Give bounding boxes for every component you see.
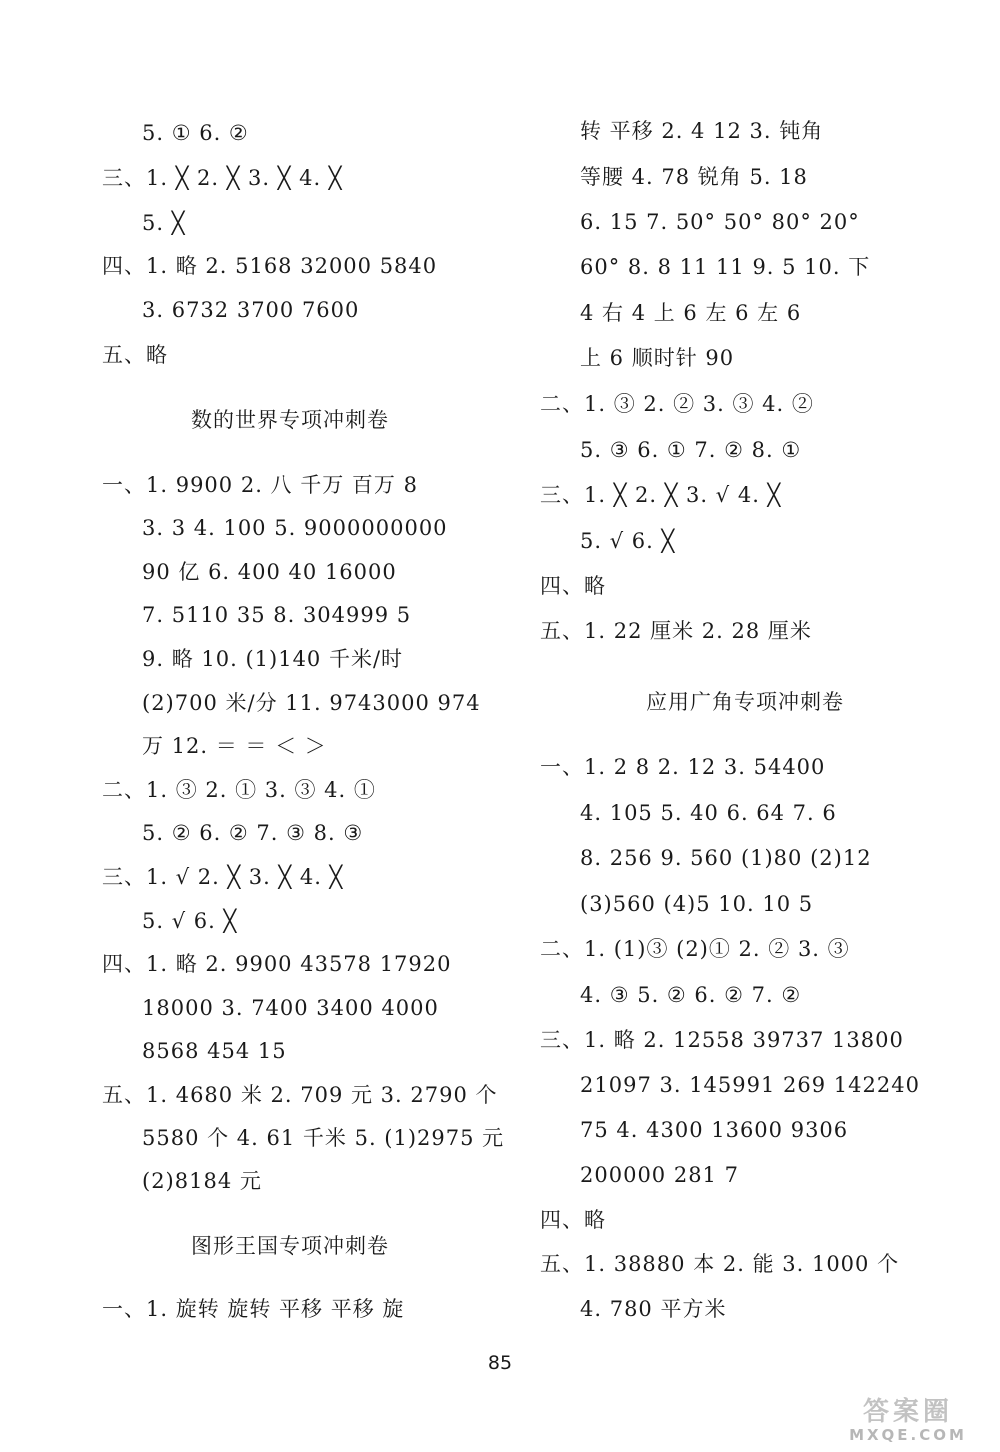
answer-line: 60° 8. 8 11 11 9. 5 10. 下 [580,255,871,279]
watermark-url: MXQE.COM [849,1426,967,1444]
answer-line: 8. 256 9. 560 (1)80 (2)12 [580,846,872,870]
answer-line: 一、1. 2 8 2. 12 3. 54400 [540,755,826,779]
section-title: 数的世界专项冲刺卷 [191,408,389,432]
answer-line: 18000 3. 7400 3400 4000 [142,996,439,1020]
answer-line: 200000 281 7 [580,1163,739,1187]
answer-line: 二、1. ③ 2. ① 3. ③ 4. ① [102,778,376,802]
answer-line: 万 12. ＝ ＝ ＜ ＞ [142,734,327,758]
answer-line: 三、1. ╳ 2. ╳ 3. ╳ 4. ╳ [102,166,343,190]
answer-line: 3. 3 4. 100 5. 9000000000 [142,516,448,540]
answer-line: (2)8184 元 [142,1169,262,1193]
answer-line: 5. ╳ [142,211,186,235]
answer-line: 一、1. 旋转 旋转 平移 平移 旋 [102,1297,405,1321]
answer-line: 5. ① 6. ② [142,121,249,145]
answer-line: 4 右 4 上 6 左 6 左 6 [580,301,802,325]
answer-line: 5. √ 6. ╳ [142,909,238,933]
answer-line: 三、1. ╳ 2. ╳ 3. √ 4. ╳ [540,483,782,507]
answer-line: 一、1. 9900 2. 八 千万 百万 8 [102,473,418,497]
answer-line: 9. 略 10. (1)140 千米/时 [142,647,404,671]
answer-line: 二、1. (1)③ (2)① 2. ② 3. ③ [540,937,850,961]
answer-line: 三、1. √ 2. ╳ 3. ╳ 4. ╳ [102,865,344,889]
section-title: 应用广角专项冲刺卷 [646,690,844,714]
answer-line: (2)700 米/分 11. 9743000 974 [142,691,481,715]
answer-line: 上 6 顺时针 90 [580,346,735,370]
answer-line: 五、1. 4680 米 2. 709 元 3. 2790 个 [102,1083,498,1107]
answer-line: 4. ③ 5. ② 6. ② 7. ② [580,983,802,1007]
answer-line: 4. 780 平方米 [580,1297,727,1321]
answer-line: 等腰 4. 78 锐角 5. 18 [580,165,808,189]
answer-line: 五、1. 22 厘米 2. 28 厘米 [540,619,812,643]
answer-line: 四、略 [540,1208,606,1232]
answer-line: 五、略 [102,343,168,367]
answer-line: (3)560 (4)5 10. 10 5 [580,892,814,916]
answer-line: 四、略 [540,574,606,598]
answer-line: 6. 15 7. 50° 50° 80° 20° [580,210,860,234]
answer-line: 90 亿 6. 400 40 16000 [142,560,397,584]
answer-line: 5. ③ 6. ① 7. ② 8. ① [580,438,802,462]
answer-line: 转 平移 2. 4 12 3. 钝角 [580,119,824,143]
watermark-logo [820,1398,996,1450]
answer-line: 3. 6732 3700 7600 [142,298,360,322]
answer-line: 4. 105 5. 40 6. 64 7. 6 [580,801,837,825]
page-number: 85 [487,1352,513,1374]
answer-line: 21097 3. 145991 269 142240 [580,1073,920,1097]
answer-line: 7. 5110 35 8. 304999 5 [142,603,412,627]
answer-line: 四、1. 略 2. 9900 43578 17920 [102,952,452,976]
answer-line: 二、1. ③ 2. ② 3. ③ 4. ② [540,392,814,416]
answer-line: 四、1. 略 2. 5168 32000 5840 [102,254,438,278]
section-title: 图形王国专项冲刺卷 [191,1234,389,1258]
answer-line: 5580 个 4. 61 千米 5. (1)2975 元 [142,1126,505,1150]
answer-line: 75 4. 4300 13600 9306 [580,1118,849,1142]
answer-line: 五、1. 38880 本 2. 能 3. 1000 个 [540,1252,900,1276]
watermark-title: 答案圈 [862,1397,953,1427]
answer-line: 8568 454 15 [142,1039,287,1063]
answer-line: 三、1. 略 2. 12558 39737 13800 [540,1028,904,1052]
answer-line: 5. ② 6. ② 7. ③ 8. ③ [142,821,364,845]
answer-line: 5. √ 6. ╳ [580,529,676,553]
